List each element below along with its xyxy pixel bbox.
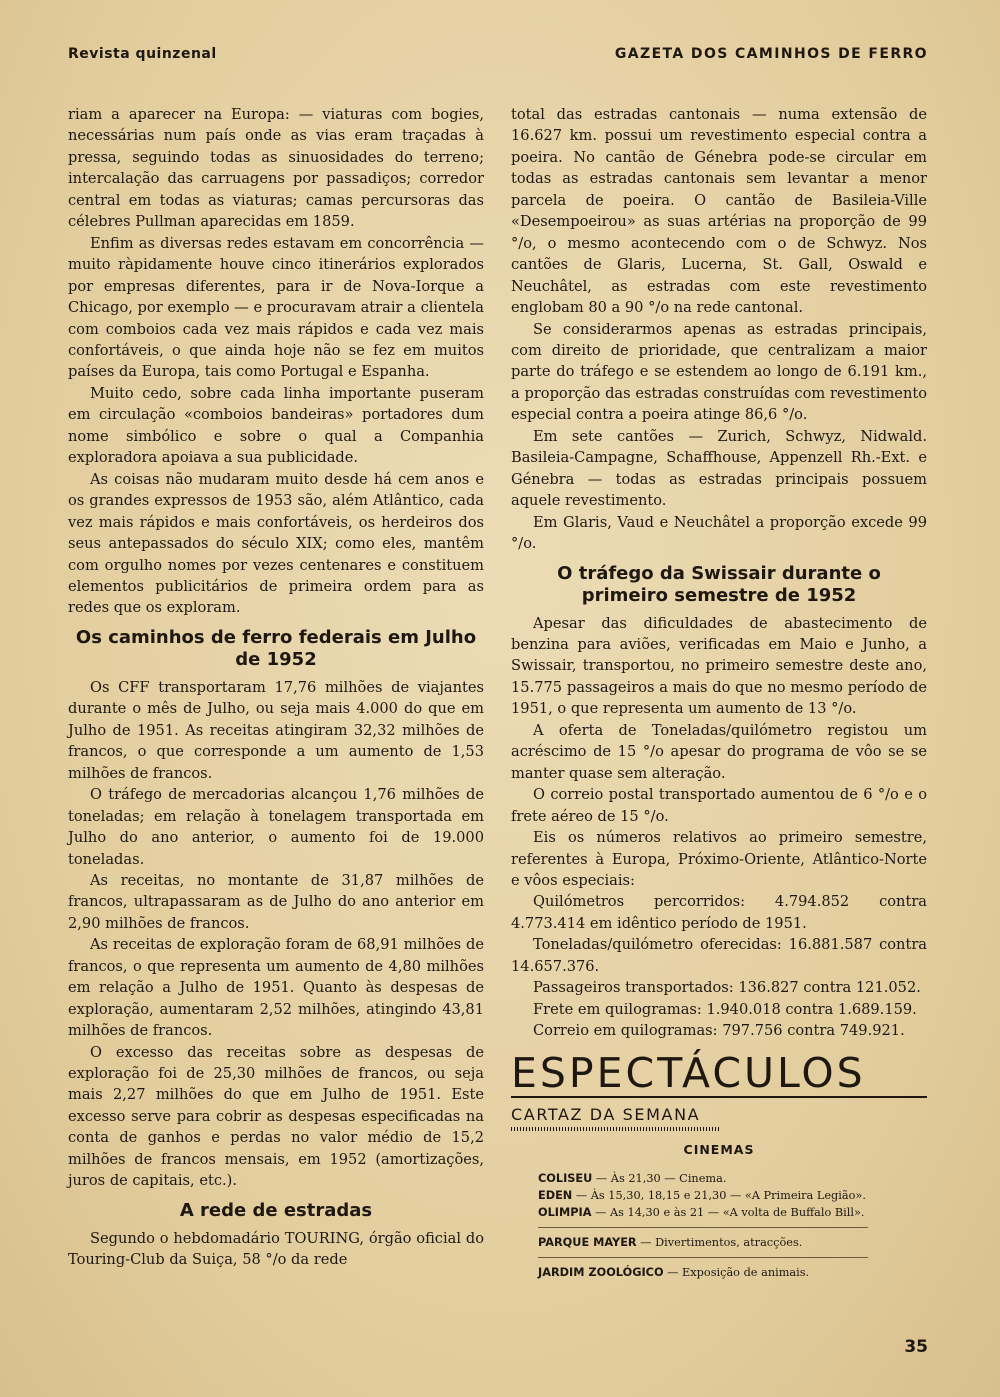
venue-name: EDEN (538, 1189, 573, 1203)
listing-item (538, 1234, 927, 1251)
left-column (68, 104, 484, 1271)
paragraph: Muito cedo, sobre cada linha importante puseram em circulação «comboios bandeiras» portadores dum nome simbólico e sobre o qual a Companhia exploradora apoiava a sua publicidade. (68, 384, 484, 467)
paragraph: Eis os números relativos ao primeiro semestre, referentes à Europa, Próximo-Oriente, Atlântico-Norte e vôos especiais: (511, 829, 927, 889)
paragraph: Em sete cantões — Zurich, Schwyz, Nidwald. Basileia-Campagne, Schaffhouse, Appenzell Rh.-Ext. e Génebra — todas as estradas principais possuem aquele revestimento. (511, 427, 927, 510)
stat-line: Passageiros transportados: 136.827 contra 121.052. (533, 979, 921, 997)
cartaz-subtitle: CARTAZ DA SEMANA (511, 1104, 701, 1124)
paragraph: As receitas de exploração foram de 68,91 milhões de francos, o que representa um aumento de 4,80 milhões em relação a Julho de 1951. Quanto às despesas de exploração, aumentaram 2,52 milhões, atingindo 43,81 milhões de francos. (68, 936, 484, 1040)
header-right: GAZETA DOS CAMINHOS DE FERRO (614, 46, 928, 62)
cinema-listing (538, 1170, 927, 1281)
stat-line: Toneladas/quilómetro oferecidas: 16.881.587 contra 14.657.376. (511, 936, 927, 975)
venue-name: PARQUE MAYER (538, 1236, 637, 1250)
venue-info: — Exposição de animais. (663, 1266, 810, 1280)
venue-info: — Divertimentos, atracções. (636, 1236, 803, 1250)
section-heading-rede: A rede de estradas (179, 1199, 373, 1221)
swissair-stats (511, 891, 927, 1041)
right-column (511, 104, 927, 1281)
paragraph: Segundo o hebdomadário TOURING, órgão oficial do Touring-Club da Suiça, 58 °/o da rede (68, 1229, 484, 1269)
page-number: 35 (904, 1337, 928, 1357)
listing-item (538, 1187, 927, 1204)
paragraph: As receitas, no montante de 31,87 milhões de francos, ultrapassaram as de Julho do ano anterior em 2,90 milhões de francos. (68, 871, 484, 932)
divider (538, 1227, 868, 1228)
divider (538, 1257, 868, 1258)
venue-name: OLIMPIA (538, 1206, 592, 1220)
header-left: Revista quinzenal (68, 46, 217, 62)
paragraph: Em Glaris, Vaud e Neuchâtel a proporção excede 99 °/o. (511, 513, 927, 553)
listing-item (538, 1204, 927, 1221)
paragraph: Apesar das dificuldades de abastecimento de benzina para aviões, verificadas em Maio e Junho, a Swissair, transportou, no primeiro semestre deste ano, 15.775 passageiros a mais do que no mesmo período de 1951, o que representa um aumento de 13 °/o. (511, 614, 927, 718)
stat-line: Quilómetros percorridos: 4.794.852 contra 4.773.414 em idêntico período de 1951. (511, 893, 927, 932)
cinemas-heading: CINEMAS (683, 1142, 755, 1158)
paragraph: As coisas não mudaram muito desde há cem anos e os grandes expressos de 1953 são, além Atlântico, cada vez mais rápidos e mais confortáveis, os herdeiros dos seus antepassados do século XIX; como eles, mantêm com orgulho nomes por vezes centenares e constituem elementos publicitários de primeira ordem para as redes que os exploram. (68, 470, 484, 617)
paragraph: A oferta de Toneladas/quilómetro registou um acréscimo de 15 °/o apesar do programa de vôo se se manter quase sem alteração. (511, 721, 927, 782)
listing-item (538, 1170, 927, 1187)
espectaculos-title: ESPECTÁCULOS (511, 1048, 866, 1097)
stat-line: Frete em quilogramas: 1.940.018 contra 1.689.159. (533, 1000, 917, 1018)
venue-info: — Às 15,30, 18,15 e 21,30 — «A Primeira Legião». (572, 1189, 866, 1203)
venue-info: — Às 21,30 — Cinema. (592, 1172, 727, 1186)
venue-name: JARDIM ZOOLÓGICO (538, 1266, 664, 1280)
running-header (68, 46, 928, 62)
paragraph: Os CFF transportaram 17,76 milhões de viajantes durante o mês de Julho, ou seja mais 4.000 do que em Julho de 1951. As receitas atingiram 32,32 milhões de francos, o que corresponde a um aumento de 1,53 milhões de francos. (68, 678, 484, 782)
paragraph: Se considerarmos apenas as estradas principais, com direito de prioridade, que centralizam a maior parte do tráfego e se estendem ao longo de 6.191 km., a proporção das estradas construídas com revestimento especial contra a poeira atinge 86,6 °/o. (511, 320, 927, 424)
venue-name: COLISEU (538, 1172, 593, 1186)
paragraph: total das estradas cantonais — numa extensão de 16.627 km. possui um revestimento especial contra a poeira. No cantão de Génebra pode-se circular em todas as estradas cantonais sem levantar a menor parcela de poeira. O cantão de Basileia-Ville «Desempoeirou» as suas artérias na proporção de 99 °/o, o mesmo acontecendo com o de Schwyz. Nos cantões de Glaris, Lucerna, St. Gall, Oswald e Neuchâtel, as estradas com este revestimento englobam 80 a 90 °/o na rede cantonal. (511, 106, 927, 317)
espectaculos-box (511, 1050, 927, 1282)
paragraph: Enfim as diversas redes estavam em concorrência — muito ràpidamente houve cinco itinerários explorados por empresas diferentes, para ir de Nova-Iorque a Chicago, por exemplo — e procuravam atrair a clientela com comboios cada vez mais rápidos e cada vez mais confortáveis, o que ainda hoje não se fez em muitos países da Europa, tais como Portugal e Espanha. (68, 234, 484, 381)
section-heading-swissair: O tráfego da Swissair durante o primeiro semestre de 1952 (557, 562, 881, 606)
paragraph: O correio postal transportado aumentou de 6 °/o e o frete aéreo de 15 °/o. (511, 786, 927, 825)
venue-info: — As 14,30 e às 21 — «A volta de Buffalo Bill». (591, 1206, 865, 1220)
paragraph: riam a aparecer na Europa: — viaturas com bogies, necessárias num país onde as vias eram traçadas à pressa, seguindo todas as sinuosidades do terreno; intercalação das carruagens por passadiços; corredor central em todas as viaturas; camas percursoras das célebres Pullman aparecidas em 1859. (68, 106, 484, 231)
listing-item (538, 1264, 927, 1281)
section-heading-cff: Os caminhos de ferro federais em Julho de 1952 (75, 626, 477, 670)
paragraph: O excesso das receitas sobre as despesas de exploração foi de 25,30 milhões de francos, ou seja mais 2,27 milhões do que em Julho de 1951. Este excesso serve para cobrir as despesas especificadas na conta de ganhos e perdas no valor médio de 15,2 milhões de francos mensais, em 1952 (amortizações, juros de capitais, etc.). (68, 1043, 484, 1190)
paragraph: O tráfego de mercadorias alcançou 1,76 milhões de toneladas; em relação à tonelagem transportada em Julho do ano anterior, o aumento foi de 19.000 toneladas. (68, 786, 484, 868)
hatch-divider (511, 1127, 721, 1131)
stat-line: Correio em quilogramas: 797.756 contra 749.921. (533, 1022, 905, 1040)
